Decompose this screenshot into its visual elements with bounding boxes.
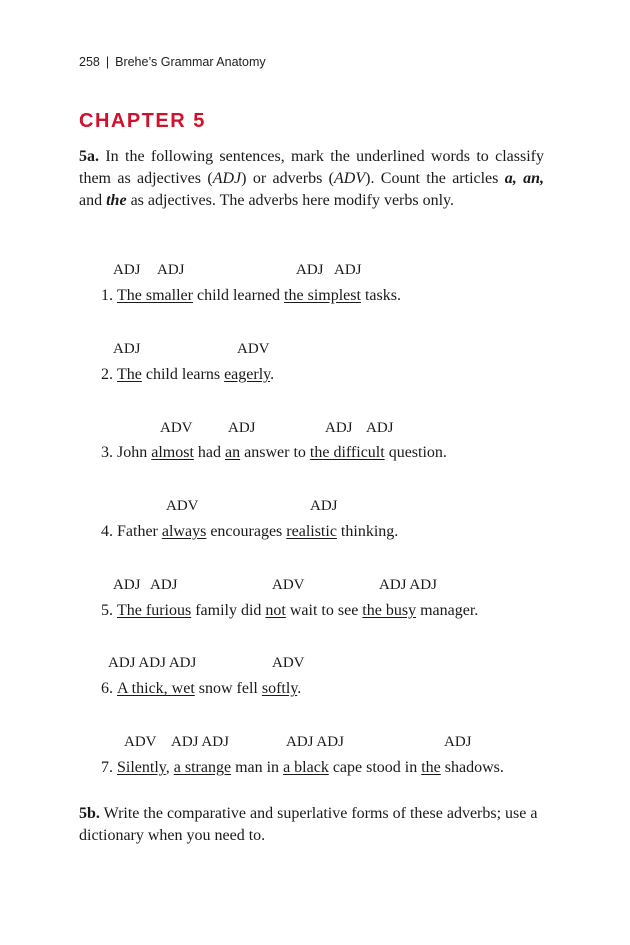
- sentence-fragment: snow fell: [194, 680, 262, 697]
- instruction-text: ) or adverbs (: [241, 170, 334, 187]
- word-class-label: ADJ: [366, 420, 394, 436]
- word-class-label: ADJ: [296, 262, 324, 278]
- sentence-text: [117, 759, 504, 777]
- underlined-word: softly: [261, 680, 298, 697]
- sentence-2: [79, 366, 274, 384]
- underlined-word: The: [117, 366, 142, 383]
- sentence-number: 7.: [101, 759, 113, 776]
- sentence-3: [79, 444, 447, 462]
- sentence-number: 5.: [101, 602, 113, 619]
- sentence-fragment: child learns: [141, 366, 225, 383]
- sentence-fragment: family did: [191, 602, 266, 619]
- word-class-label: ADJ ADJ ADJ: [108, 655, 197, 671]
- chapter-title: CHAPTER 5: [79, 110, 206, 132]
- word-class-label: ADV: [166, 498, 199, 514]
- underlined-word: the simplest: [284, 287, 361, 304]
- sentence-number: 3.: [101, 444, 113, 461]
- sentence-number: 2.: [101, 366, 113, 383]
- sentence-4: [79, 523, 398, 541]
- word-class-label: ADJ: [113, 341, 141, 357]
- instruction-text: In the following sentences, mark the underlined words to classify them as adjectives (: [79, 148, 544, 187]
- word-class-label: ADJ: [113, 262, 141, 278]
- sentence-fragment: thinking.: [336, 523, 399, 540]
- instruction-text: as adjectives. The adverbs here modify verbs only.: [126, 192, 455, 209]
- word-class-label: ADJ: [444, 734, 472, 750]
- sentence-text: [117, 680, 301, 698]
- header-separator: |: [105, 55, 110, 69]
- sentence-fragment: answer to: [240, 444, 310, 461]
- sentence-number: 6.: [101, 680, 113, 697]
- sentence-1: [79, 287, 401, 305]
- sentence-text: [117, 523, 398, 541]
- page-number: 258: [79, 55, 100, 69]
- exercise-label: 5b.: [79, 805, 100, 822]
- sentence-fragment: tasks.: [360, 287, 401, 304]
- sentence-number: 4.: [101, 523, 113, 540]
- sentence-fragment: question.: [384, 444, 447, 461]
- sentence-text: [117, 444, 447, 462]
- word-class-label: ADJ: [157, 262, 185, 278]
- book-title: Brehe’s Grammar Anatomy: [115, 55, 266, 69]
- underlined-word: almost: [151, 444, 194, 461]
- sentence-fragment: ,: [165, 759, 174, 776]
- word-class-label: ADV: [237, 341, 270, 357]
- instruction-text: Write the comparative and superlative forms of these adverbs; use a dictionary when you need to.: [79, 805, 538, 844]
- sentence-fragment: manager.: [416, 602, 479, 619]
- sentence-7: [79, 759, 504, 777]
- sentence-fragment: shadows.: [440, 759, 504, 776]
- instruction-bold-italic: the: [106, 192, 127, 209]
- word-class-label: ADJ: [150, 577, 178, 593]
- sentence-fragment: .: [297, 680, 302, 697]
- underlined-word: the busy: [362, 602, 417, 619]
- word-class-label: ADV: [160, 420, 193, 436]
- word-class-label: ADV: [272, 577, 305, 593]
- word-class-label: ADJ: [228, 420, 256, 436]
- underlined-word: a black: [283, 759, 329, 776]
- sentence-text: [117, 287, 401, 305]
- exercise-5b-instructions: [79, 803, 544, 847]
- exercise-label: 5a.: [79, 148, 99, 165]
- word-class-label: ADJ: [310, 498, 338, 514]
- running-header: [79, 55, 266, 69]
- underlined-word: the: [421, 759, 441, 776]
- underlined-word: Silently: [117, 759, 166, 776]
- word-class-label: ADV: [272, 655, 305, 671]
- word-class-label: ADJ: [334, 262, 362, 278]
- underlined-word: an: [225, 444, 241, 461]
- word-class-label: ADJ: [113, 577, 141, 593]
- word-class-label: ADV: [124, 734, 157, 750]
- underlined-word: realistic: [286, 523, 337, 540]
- sentence-fragment: Father: [117, 523, 162, 540]
- sentence-fragment: .: [270, 366, 275, 383]
- instruction-text: ). Count the articles: [365, 170, 505, 187]
- underlined-word: a strange: [173, 759, 232, 776]
- sentence-fragment: man in: [231, 759, 284, 776]
- sentence-text: [117, 366, 274, 384]
- underlined-word: The smaller: [117, 287, 193, 304]
- sentence-fragment: cape stood in: [328, 759, 422, 776]
- instruction-text: and: [79, 192, 107, 209]
- sentence-fragment: John: [117, 444, 152, 461]
- sentence-fragment: had: [193, 444, 226, 461]
- underlined-word: always: [161, 523, 207, 540]
- instruction-bold-italic: a, an,: [504, 170, 545, 187]
- underlined-word: not: [265, 602, 286, 619]
- exercise-5a-instructions: [79, 146, 544, 212]
- underlined-word: eagerly: [224, 366, 271, 383]
- underlined-word: A thick, wet: [117, 680, 195, 697]
- sentence-fragment: encourages: [206, 523, 287, 540]
- sentence-5: [79, 602, 478, 620]
- word-class-label: ADJ ADJ: [379, 577, 437, 593]
- word-class-label: ADJ: [325, 420, 353, 436]
- sentence-fragment: wait to see: [285, 602, 363, 619]
- sentence-text: [117, 602, 478, 620]
- instruction-italic: ADJ: [212, 170, 242, 187]
- instruction-italic: ADV: [334, 170, 366, 187]
- sentence-fragment: child learned: [192, 287, 285, 304]
- word-class-label: ADJ ADJ: [286, 734, 344, 750]
- sentence-6: [79, 680, 301, 698]
- sentence-number: 1.: [101, 287, 113, 304]
- underlined-word: the difficult: [309, 444, 385, 461]
- word-class-label: ADJ ADJ: [171, 734, 229, 750]
- underlined-word: The furious: [117, 602, 192, 619]
